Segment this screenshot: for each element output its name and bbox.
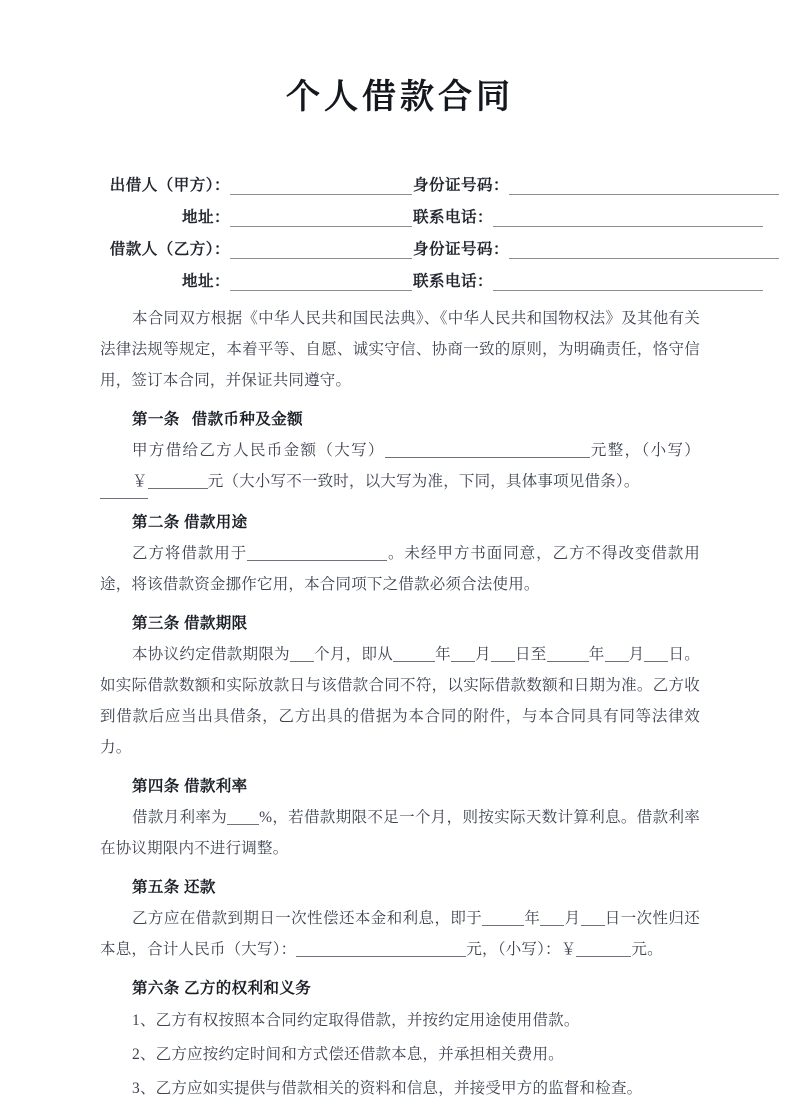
borrower-address-label: 地址： bbox=[181, 272, 230, 290]
article-3-number: 第三条 bbox=[132, 614, 180, 632]
article-4-text-a: 借款月利率为 bbox=[132, 808, 228, 826]
repayment-total-uppercase-field[interactable] bbox=[296, 941, 466, 957]
article-5-text-b: 元，（小写）： bbox=[466, 940, 561, 958]
party-information-block bbox=[100, 163, 700, 291]
article-1-heading bbox=[100, 405, 700, 435]
article-1-number: 第一条 bbox=[132, 410, 180, 428]
article-1-text-c: 元（大小写不一致时，以大写为准，下同，具体事项见借条）。 bbox=[207, 472, 640, 490]
article-5-title: 还款 bbox=[183, 878, 216, 896]
repayment-year-field[interactable] bbox=[482, 910, 524, 926]
article-6-item-3: 3、乙方应如实提供与借款相关的资料和信息，并接受甲方的监督和检查。 bbox=[132, 1079, 643, 1097]
borrower-label: 借款人（乙方）： bbox=[109, 240, 230, 258]
article-5-text-c: 元。 bbox=[631, 940, 663, 958]
article-6-item-1: 1、乙方有权按照本合同约定取得借款，并按约定用途使用借款。 bbox=[132, 1011, 580, 1029]
lender-phone-label: 联系电话： bbox=[413, 208, 494, 226]
article-4-heading bbox=[100, 772, 700, 802]
party-row-lender-address bbox=[100, 195, 700, 227]
lender-label: 出借人（甲方）： bbox=[109, 176, 230, 194]
article-3-title: 借款期限 bbox=[183, 614, 248, 632]
article-4-title: 借款利率 bbox=[183, 777, 248, 795]
article-2-heading bbox=[100, 508, 700, 538]
end-month-field[interactable] bbox=[605, 646, 629, 662]
article-5-day: 日一次性归还本息，合计人民币（大写）： bbox=[100, 909, 701, 958]
article-5-number: 第五条 bbox=[132, 878, 180, 896]
loan-purpose-field[interactable] bbox=[247, 545, 387, 561]
article-6-item-2: 2、乙方应按约定时间和方式偿还借款本息，并承担相关费用。 bbox=[132, 1045, 564, 1063]
party-row-borrower bbox=[100, 227, 700, 259]
article-3-month2: 月 bbox=[628, 645, 645, 663]
article-3-heading bbox=[100, 609, 700, 639]
article-1-body bbox=[100, 435, 700, 499]
borrower-phone-label: 联系电话： bbox=[413, 272, 494, 290]
article-5-year: 年 bbox=[524, 909, 541, 927]
preamble-paragraph: 本合同双方根据《中华人民共和国民法典》、《中华人民共和国物权法》及其他有关法律法规等规定，本着平等、自愿、诚实守信、协商一致的原则，为明确责任，恪守信用，签订本合同，并保证共同遵守。 bbox=[100, 309, 700, 389]
article-3-year1: 年 bbox=[435, 645, 451, 663]
article-3-month1: 月 bbox=[474, 645, 491, 663]
article-3-body bbox=[100, 639, 700, 763]
article-1-text-a: 甲方借给乙方人民币金额（大写） bbox=[132, 441, 385, 459]
start-day-field[interactable] bbox=[491, 646, 515, 662]
lender-name-field[interactable] bbox=[230, 177, 412, 195]
repayment-day-field[interactable] bbox=[581, 910, 605, 926]
article-3-text-a: 本协议约定借款期限为 bbox=[132, 645, 290, 663]
article-6-title: 乙方的权利和义务 bbox=[183, 979, 312, 997]
borrower-address-field[interactable] bbox=[230, 273, 412, 291]
loan-amount-currency-symbol: ￥ bbox=[100, 466, 148, 499]
lender-phone-field[interactable] bbox=[493, 209, 763, 227]
loan-amount-uppercase-field[interactable] bbox=[385, 442, 590, 458]
article-3-text-b: 个月，即从 bbox=[313, 645, 394, 663]
article-1-title: 借款币种及金额 bbox=[191, 410, 304, 428]
article-3-day1: 日至 bbox=[514, 645, 547, 663]
loan-amount-lowercase-field[interactable] bbox=[148, 473, 208, 489]
page-title: 个人借款合同 bbox=[286, 79, 514, 116]
repayment-currency-symbol: ￥ bbox=[560, 940, 577, 958]
end-day-field[interactable] bbox=[644, 646, 668, 662]
monthly-interest-rate-field[interactable] bbox=[227, 809, 259, 825]
lender-id-field[interactable] bbox=[509, 177, 779, 195]
article-4-number: 第四条 bbox=[132, 777, 180, 795]
article-2-title: 借款用途 bbox=[183, 513, 248, 531]
article-5-text-a: 乙方应在借款到期日一次性偿还本金和利息，即于 bbox=[132, 909, 483, 927]
party-row-lender bbox=[100, 163, 700, 195]
article-2-number: 第二条 bbox=[132, 513, 180, 531]
lender-address-field[interactable] bbox=[230, 209, 412, 227]
borrower-name-field[interactable] bbox=[230, 241, 412, 259]
article-1-text-b: 元整，（小写） bbox=[589, 441, 700, 459]
article-4-body bbox=[100, 802, 700, 864]
article-2-body bbox=[100, 538, 700, 600]
article-2-text-b: 。未经甲方书面同意，乙方不得改变借款用途，将该借款资金挪作它用，本合同项下之借款必须合法使用。 bbox=[100, 544, 700, 593]
article-2-text-a: 乙方将借款用于 bbox=[132, 544, 248, 562]
article-5-body bbox=[100, 903, 700, 965]
lender-id-label: 身份证号码： bbox=[413, 176, 510, 194]
loan-term-months-field[interactable] bbox=[290, 646, 314, 662]
borrower-id-label: 身份证号码： bbox=[413, 240, 510, 258]
article-4-text-b: %，若借款期限不足一个月，则按实际天数计算利息。借款利率在协议期限内不进行调整。 bbox=[100, 808, 701, 857]
article-3-day2: 日。 bbox=[668, 645, 701, 663]
article-3-text-c: 如实际借款数额和实际放款日与该借款合同不符，以实际借款数额和日期为准。乙方收到借款后应当出具借条，乙方出具的借据为本合同的附件，与本合同具有同等法律效力。 bbox=[100, 676, 700, 756]
repayment-month-field[interactable] bbox=[540, 910, 564, 926]
party-row-borrower-address bbox=[100, 259, 700, 291]
end-year-field[interactable] bbox=[547, 646, 589, 662]
start-month-field[interactable] bbox=[451, 646, 475, 662]
repayment-total-lowercase-field[interactable] bbox=[576, 941, 631, 957]
article-6-number: 第六条 bbox=[132, 979, 180, 997]
borrower-id-field[interactable] bbox=[509, 241, 779, 259]
article-6-heading bbox=[100, 974, 700, 1004]
article-5-month: 月 bbox=[564, 909, 581, 927]
lender-address-label: 地址： bbox=[181, 208, 230, 226]
borrower-phone-field[interactable] bbox=[493, 273, 763, 291]
article-3-year2: 年 bbox=[588, 645, 605, 663]
article-5-heading bbox=[100, 873, 700, 903]
start-year-field[interactable] bbox=[393, 646, 435, 662]
